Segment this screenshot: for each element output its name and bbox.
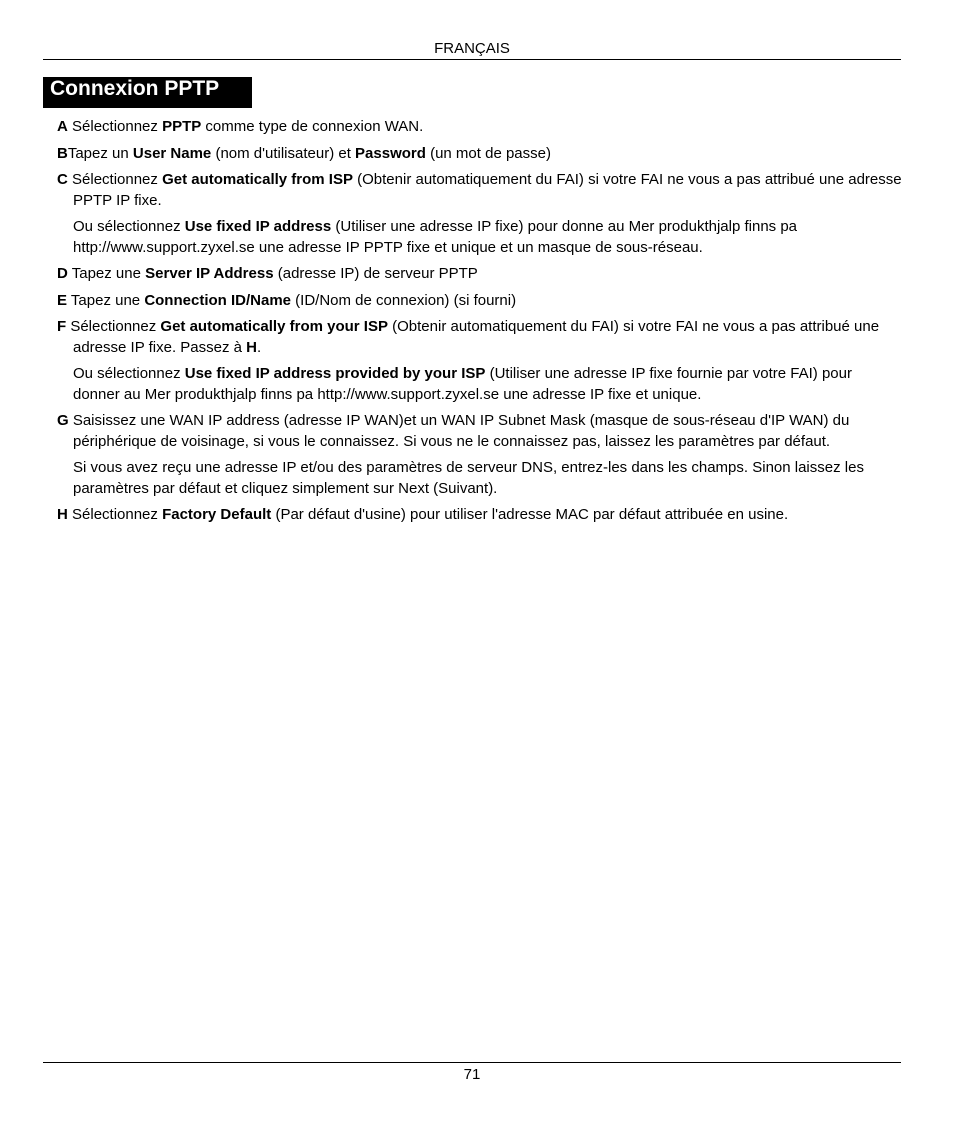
step-text: comme type de connexion WAN. xyxy=(201,118,424,135)
step-bold-term: Server IP Address xyxy=(145,265,274,282)
step-text: Ou sélectionnez xyxy=(73,218,185,235)
step-letter: E xyxy=(57,291,68,309)
step-bold-term: User Name xyxy=(132,144,212,162)
header-divider xyxy=(43,59,901,60)
step-letter: C xyxy=(57,171,68,188)
step-bold-term: PPTP xyxy=(162,118,202,135)
step-text: (Utiliser une adresse IP fixe) pour donne au Mer produkthjalp finns pa http://www.support.zyxel.se une adresse IP PPTP fixe et unique et un masque de sous-réseau. xyxy=(73,218,798,256)
step-text: Sélectionnez xyxy=(67,171,163,188)
step-bold-term: Factory Default xyxy=(162,506,272,523)
step-b xyxy=(57,144,902,165)
step-bold-term: Use fixed IP address xyxy=(184,218,332,235)
step-text: Tapez un xyxy=(67,144,133,162)
page-header-language: FRANÇAIS xyxy=(434,40,510,57)
instructions-body xyxy=(57,117,902,532)
step-text: Sélectionnez xyxy=(67,506,163,523)
step-text: (ID/Nom de connexion) (si fourni) xyxy=(291,291,517,309)
step-text: Sélectionnez xyxy=(66,318,161,335)
step-text: (un mot de passe) xyxy=(425,144,551,162)
footer-divider xyxy=(43,1062,901,1063)
step-f xyxy=(57,317,902,358)
step-c xyxy=(57,170,902,211)
step-text: . xyxy=(257,338,262,356)
step-e xyxy=(57,291,902,312)
step-text: Ou sélectionnez xyxy=(73,365,185,382)
step-letter: A xyxy=(57,118,68,135)
step-text: Tapez une xyxy=(67,291,145,309)
step-text: (Par défaut d'usine) pour utiliser l'adresse MAC par défaut attribuée en usine. xyxy=(271,506,789,523)
step-letter: B xyxy=(57,144,68,162)
step-bold-term: Password xyxy=(355,144,426,162)
step-text: Si vous avez reçu une adresse IP et/ou des paramètres de serveur DNS, entrez-les dans les champs. Sinon laissez les paramètres par défaut et cliquez simplement sur Next (Suivant). xyxy=(73,459,864,497)
step-text: (Obtenir automatiquement du FAI) si votre FAI ne vous a pas attribué une adresse PPTP IP fixe. xyxy=(73,171,902,209)
step-bold-term: Get automatically from your ISP xyxy=(160,318,388,335)
step-bold-term: Use fixed IP address provided by your ISP xyxy=(184,365,486,382)
step-h xyxy=(57,505,902,526)
step-text: (Obtenir automatiquement du FAI) si votre FAI ne vous a pas attribué une adresse IP fixe. Passez à xyxy=(73,318,880,356)
step-a xyxy=(57,117,902,138)
step-g-note xyxy=(73,458,902,499)
section-title: Connexion PPTP xyxy=(43,77,252,108)
step-bold-term: Get automatically from ISP xyxy=(162,171,353,188)
step-text: Saisissez une WAN IP address (adresse IP WAN)et un WAN IP Subnet Mask (masque de sous-réseau d'IP WAN) du périphérique de voisinage, si vous le connaissez. Si vous ne le connaissez pas, laissez les paramètres par défaut. xyxy=(68,412,850,450)
step-bold-term: Connection ID/Name xyxy=(144,291,291,309)
step-g xyxy=(57,411,902,452)
step-c-alternative xyxy=(73,217,902,258)
step-text: Sélectionnez xyxy=(67,118,163,135)
step-text: (nom d'utilisateur) et xyxy=(211,144,356,162)
step-f-alternative xyxy=(73,364,902,405)
step-letter: G xyxy=(57,412,69,429)
step-letter: D xyxy=(57,265,68,282)
step-letter: F xyxy=(57,318,67,335)
step-text: (Utiliser une adresse IP fixe fournie par votre FAI) pour donner au Mer produkthjalp finns pa http://www.support.zyxel.se une adresse IP fixe et unique. xyxy=(73,365,852,403)
step-d xyxy=(57,264,902,285)
page-number: 71 xyxy=(463,1066,481,1083)
step-text: Tapez une xyxy=(67,265,146,282)
step-bold-term: H xyxy=(246,338,257,356)
step-text: (adresse IP) de serveur PPTP xyxy=(273,265,478,282)
step-letter: H xyxy=(57,506,68,523)
